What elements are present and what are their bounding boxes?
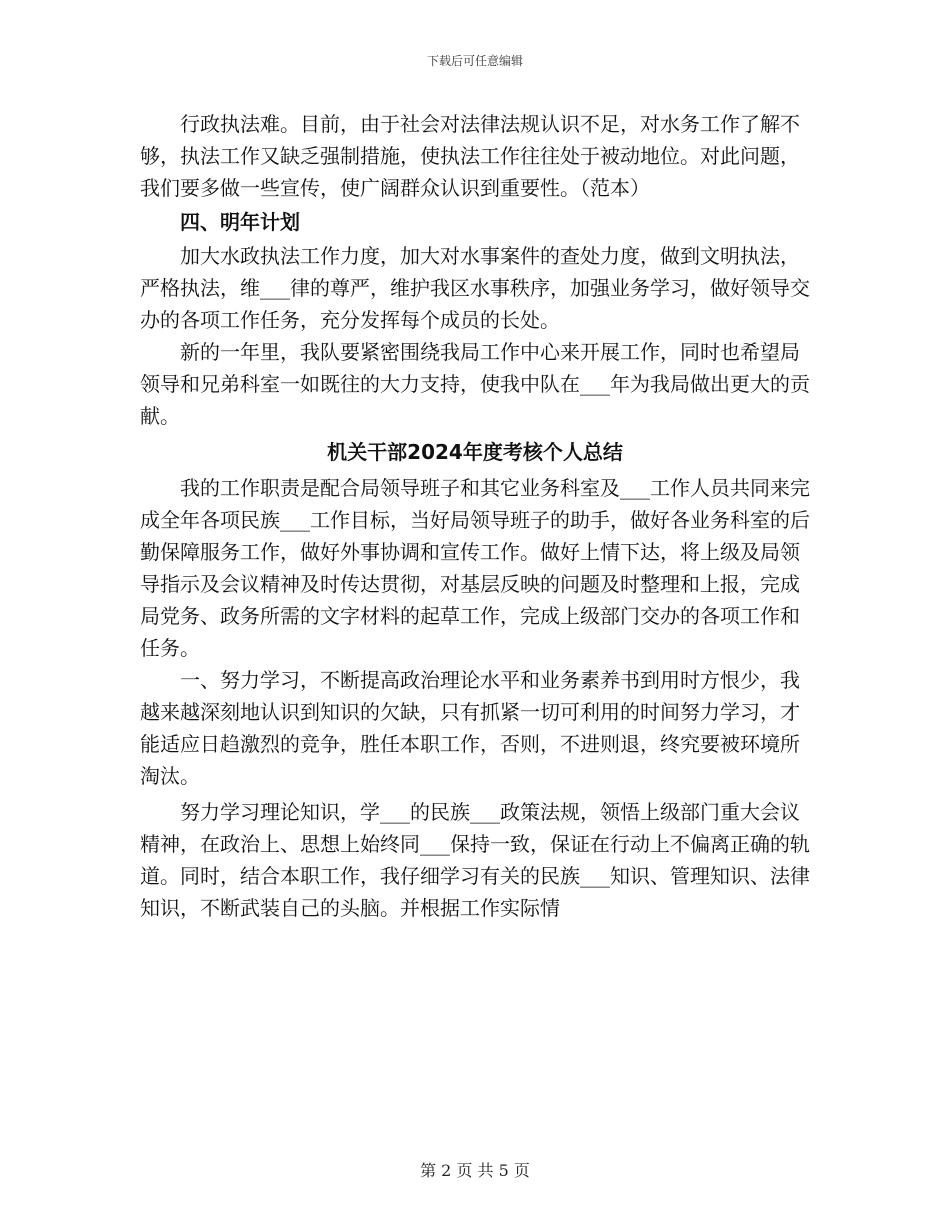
document-body — [140, 108, 810, 924]
paragraph-plan-details: 加大水政执法工作力度，加大对水事案件的查处力度，做到文明执法，严格执法，维___律的尊严，维护我区水事秩序，加强业务学习，做好领导交办的各项工作任务，充分发挥每个成员的长处。 — [140, 244, 810, 332]
paragraph-job-duties: 我的工作职责是配合局领导班子和其它业务科室及___工作人员共同来完成全年各项民族___工作目标，当好局领导班子的助手，做好各业务科室的后勤保障服务工作，做好外事协调和宣传工作。做好上情下达，将上级及局领导指示及会议精神及时传达贯彻，对基层反映的问题及时整理和上报，完成局党务、政务所需的文字材料的起草工作，完成上级部门交办的各项工作和任务。 — [140, 476, 810, 660]
paragraph-study-hard: 一、努力学习，不断提高政治理论水平和业务素养书到用时方恨少，我越来越深刻地认识到知识的欠缺，只有抓紧一切可利用的时间努力学习，才能适应日趋激烈的竞争，胜任本职工作，否则，不进则退，终究要被环境所淘汰。 — [140, 668, 800, 788]
paragraph-new-year: 新的一年里，我队要紧密围绕我局工作中心来开展工作，同时也希望局领导和兄弟科室一如既往的大力支持，使我中队在___年为我局做出更大的贡献。 — [140, 340, 810, 428]
section-heading-next-year-plan: 四、明年计划 — [180, 210, 300, 234]
page-number: 第 2 页 共 5 页 — [420, 1161, 530, 1180]
page-header: 下载后可任意编辑 — [426, 54, 523, 68]
paragraph-theory-study: 努力学习理论知识，学___的民族___政策法规，领悟上级部门重大会议精神，在政治上、思想上始终同___保持一致，保证在行动上不偏离正确的轨道。同时，结合本职工作，我仔细学习有关的民族___知识、管理知识、法律知识，不断武装自己的头脑。并根据工作实际情 — [140, 800, 810, 920]
paragraph-law-enforcement: 行政执法难。目前，由于社会对法律法规认识不足，对水务工作了解不够，执法工作又缺乏强制措施，使执法工作往往处于被动地位。对此问题，我们要多做一些宣传，使广阔群众认识到重要性。（范本） — [140, 112, 800, 200]
document-title: 机关干部2024年度考核个人总结 — [327, 440, 623, 464]
